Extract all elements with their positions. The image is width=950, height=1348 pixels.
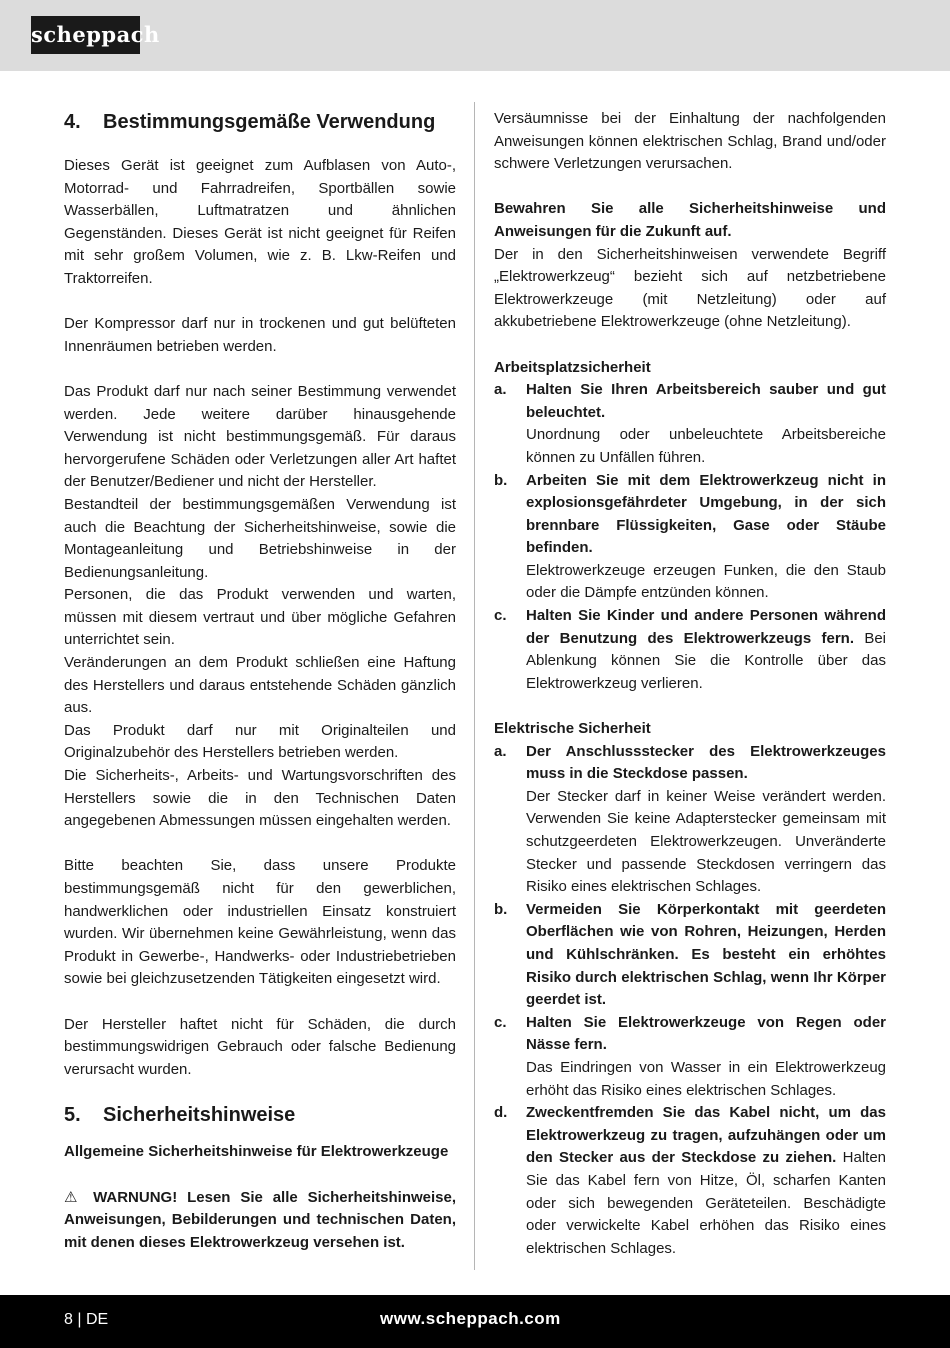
paragraph: Der Hersteller haftet nicht für Schäden, die durch bestimmungswidrigen Gebrauch oder falsche Bedienung verursacht wurden. [64,1015,456,1078]
intro-paragraph: Versäumnisse bei der Einhaltung der nachfolgenden Anweisungen können elektrischen Schlag, Brand und/oder schwere Verletzungen verursachen. [494,110,886,173]
list-item-bold: Zweckentfremden Sie das Kabel nicht, um das Elektrowerkzeug zu tragen, aufzuhängen oder um den Stecker aus der Steckdose zu ziehen. [526,1104,886,1167]
paragraph: Der Kompressor darf nur in trockenen und gut belüfteten Innenräumen betrieben werden. [64,315,456,355]
website-link[interactable]: www.scheppach.com [380,1309,561,1328]
paragraph: Bitte beachten Sie, dass unsere Produkte bestimmungsgemäß nicht für den gewerblichen, handwerklichen oder industriellen Einsatz konstruiert wurden. Wir übernehmen keine Gewährleistung, wenn das Produkt in Gewerbe-, Handwerks- oder Industriebetrieben sowie bei gleichzusetzenden Tätigkeiten eingesetzt wird. [64,857,456,988]
list-item-label: a. [494,381,507,399]
paragraph: Bestandteil der bestimmungsgemäßen Verwendung ist auch die Beachtung der Sicherheitshinweise, sowie die Montageanleitung und Betriebshinweise in der Bedienungsanleitung. [64,495,456,581]
list-item-text: Das Eindringen von Wasser in ein Elektrowerkzeug erhöht das Risiko eines elektrischen Schlages. [526,1058,886,1099]
list-item [494,741,886,899]
left-column [64,108,456,1254]
section-4-number: 4. [64,111,81,133]
list-item [494,899,886,1012]
list-item-bold: Der Anschlussstecker des Elektrowerkzeuges muss in die Steckdose passen. [526,742,886,783]
list-item-bold: Halten Sie Elektrowerkzeuge von Regen oder Nässe fern. [526,1013,886,1054]
paragraph: Das Produkt darf nur nach seiner Bestimmung verwendet werden. Jede weitere darüber hinausgehende Verwendung ist nicht bestimmungsgemäß. Für daraus hervorgerufene Schäden oder Verletzungen aller Art haftet der Benutzer/Bediener und nicht der Hersteller. [64,382,456,491]
paragraph: Personen, die das Produkt verwenden und warten, müssen mit diesem vertraut und über mögliche Gefahren unterrichtet sein. [64,586,456,649]
list-item-label: b. [494,900,508,918]
list-item-text: Der Stecker darf in keiner Weise verändert werden. Verwenden Sie keine Adapterstecker gemeinsam mit schutzgeerdeten Elektrowerkzeugen. Unveränderte Stecker und passende Steckdosen verringern das Risiko eines elektrischen Schlages. [526,787,886,896]
section-5-number: 5. [64,1104,81,1127]
section-5-heading [64,1101,456,1129]
list-item [494,605,886,695]
section-4-title: Bestimmungsgemäße Verwendung [103,111,436,133]
electrical-safety-heading: Elektrische Sicherheit [494,720,651,738]
scheppach-logo: scheppach [31,16,140,54]
list-item [494,470,886,606]
paragraph: Dieses Gerät ist geeignet zum Aufblasen von Auto-, Motorrad- und Fahrradreifen, Sportbällen sowie Wasserbällen, Luftmatratzen und ähnlichen Gegenständen. Dieses Gerät ist nicht geeignet für Reifen mit sehr großem Volumen, wie z. B. Lkw-Reifen und Traktorreifen. [64,157,456,287]
right-column [494,108,886,1260]
list-item-text: Unordnung oder unbeleuchtete Arbeitsbereiche können zu Unfällen führen. [526,426,886,466]
list-item-bold: Vermeiden Sie Körperkontakt mit geerdeten Oberflächen wie von Rohren, Heizungen, Herden und Kühlschränken. Es besteht ein erhöhtes Risiko durch elektrischen Schlag, wenn Ihr Körper geerdet ist. [526,900,886,1009]
list-item-text: Elektrowerkzeuge erzeugen Funken, die den Staub oder die Dämpfe entzünden können. [526,561,886,602]
term-paragraph: Der in den Sicherheitshinweisen verwendete Begriff „Elektrowerkzeug“ bezieht sich auf netzbetriebene Elektrowerkzeuge (mit Netzleitung) oder auf akkubetriebene Elektrowerkzeuge (ohne Netzleitung). [494,245,886,331]
list-item [494,379,886,469]
list-item-label: a. [494,742,507,760]
column-divider [474,102,475,1270]
list-item-label: b. [494,471,508,489]
list-item-label: c. [494,1013,507,1031]
general-safety-subheading: Allgemeine Sicherheitshinweise für Elektrowerkzeuge [64,1143,449,1161]
section-5-title: Sicherheitshinweise [103,1104,296,1127]
paragraph: Das Produkt darf nur mit Originalteilen und Originalzubehör des Herstellers betrieben werden. [64,721,456,762]
list-item-text: Bei Ablenkung können Sie die Kontrolle über das Elektrowerkzeug verlieren. [526,629,887,692]
list-item-label: d. [494,1104,508,1122]
warning-text: WARNUNG! Lesen Sie alle Sicherheitshinweise, Anweisungen, Bebilderungen und technischen Daten, mit denen dieses Elektrowerkzeug versehen ist. [64,1188,457,1251]
list-item-bold: Halten Sie Ihren Arbeitsbereich sauber und gut beleuchtet. [526,381,886,421]
paragraph: Die Sicherheits-, Arbeits- und Wartungsvorschriften des Herstellers sowie die in den Technischen Daten angegebenen Abmessungen müssen eingehalten werden. [64,767,456,830]
warning-notice [64,1187,456,1255]
keep-instructions-heading: Bewahren Sie alle Sicherheitshinweise und Anweisungen für die Zukunft auf. [494,200,886,240]
list-item-bold: Arbeiten Sie mit dem Elektrowerkzeug nicht in explosionsgefährdeter Umgebung, in der sich brennbare Flüssigkeiten, Gase oder Stäube befinden. [526,471,886,557]
list-item [494,1012,886,1102]
paragraph: Veränderungen an dem Produkt schließen eine Haftung des Herstellers und daraus entstehende Schäden gänzlich aus. [64,654,456,717]
warning-triangle-icon: ⚠ [64,1188,84,1206]
workplace-safety-heading: Arbeitsplatzsicherheit [494,358,651,376]
list-item-text: Halten Sie das Kabel fern von Hitze, Öl, scharfen Kanten oder sich bewegenden Geräteteilen. Beschädigte oder verwickelte Kabel erhöhen das Risiko eines elektrischen Schlages. [526,1149,886,1257]
page-number: 8 | DE [64,1311,109,1328]
list-item-bold: Halten Sie Kinder und andere Personen während der Benutzung des Elektrowerkzeugs fern. [526,607,886,647]
section-4-heading [64,108,456,136]
list-item-label: c. [494,607,507,625]
list-item [494,1102,886,1260]
